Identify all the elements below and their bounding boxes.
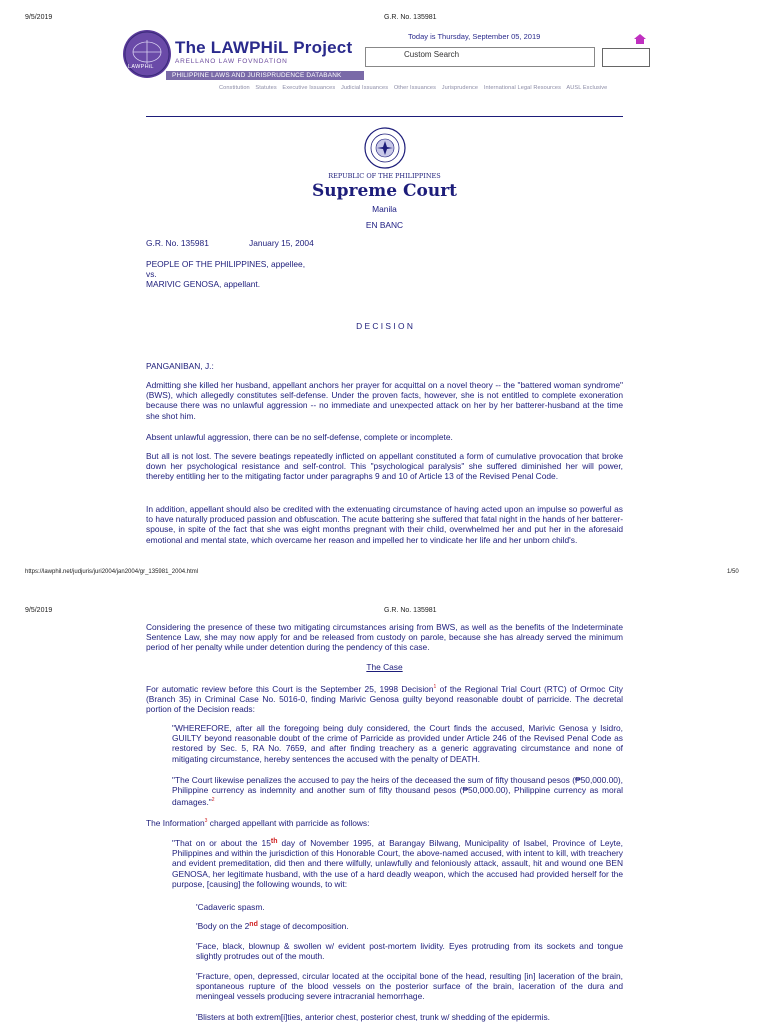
- information-text-b: charged appellant with parricide as follows:: [207, 817, 370, 828]
- paragraph-review: [146, 682, 623, 714]
- site-subtitle: ARELLANO LAW FOVNDATION: [175, 58, 288, 65]
- wound-5: 'Blisters at both extrem[i]ties, anterior chest, posterior chest, trunk w/ shedding of the epidermis.: [196, 1012, 550, 1022]
- nav-international-legal-resources[interactable]: International Legal Resources: [483, 85, 562, 91]
- nav-statutes[interactable]: Statutes: [255, 85, 277, 91]
- case-gr-number: G.R. No. 135981: [146, 238, 209, 248]
- databank-banner: PHILIPPINE LAWS AND JURISPRUDENCE DATABANK: [166, 71, 364, 80]
- wound-1: 'Cadaveric spasm.: [196, 902, 265, 912]
- print-date-p2: 9/5/2019: [25, 607, 53, 614]
- court-city: Manila: [372, 204, 397, 214]
- site-title-brand: LAWPHiL: [210, 38, 289, 57]
- paragraph-3: But all is not lost. The severe beatings repeatedly inflicted on appellant constituted a form of cumulative provocation that broke down her psychological resistance and self-control. This "psychological paralysis" she suffered diminished her will power, thereby entitling her to the mitigating factor under paragraphs 9 and 10 of Article 13 of the Revised Penal Code.: [146, 451, 623, 482]
- supreme-court-seal-icon: [364, 127, 406, 169]
- print-doc-title: G.R. No. 135981: [384, 14, 437, 21]
- paragraph-4: In addition, appellant should also be credited with the extenuating circumstance of having acted upon an impulse so powerful as to have naturally produced passion and obfuscation. The acute battering she suffered that fatal night in the hands of her batterer-spouse, in spite of the fact that she was eight months pregnant with their child, overwhelmed her and put her in the aforesaid emotional and mental state, which overcame her reason and impelled her to vindicate her life and her unborn child's.: [146, 504, 623, 545]
- footnote-3-link[interactable]: 3: [204, 818, 208, 824]
- page-url: https://lawphil.net/judjuris/juri2004/jan2004/gr_135981_2004.html: [25, 569, 199, 575]
- logo-badge: LAWPHiL: [128, 64, 154, 70]
- charge-text-b: day of November 1995, at Barangay Bilwang, Municipality of Isabel, Province of Leyte, Philippines and within the jurisdiction of this Honorable Court, the above-named accused, with intent to kill, with treachery and evident premeditation, did then and there wilfully, unlawfully and feloniously attack, assault, hit and wound one BEN GENOSA, her legitimate husband, with the use of a hard deadly weapon, which the accused had provided herself for the purpose, [causing] the following wounds, to wit:: [172, 838, 623, 889]
- nav-executive-issuances[interactable]: Executive Issuances: [282, 85, 336, 91]
- site-title[interactable]: [175, 38, 352, 58]
- ponente: PANGANIBAN, J.:: [146, 361, 214, 371]
- wound-4: 'Fracture, open, depressed, circular located at the occipital bone of the head, resulting [in] laceration of the brain, spontaneous rupture of the blood vessels on the posterior surface of the brain, laceration of the dura and meningeal vessels producing severe intracranial hemorrhage.: [196, 971, 623, 1002]
- wound-2: [196, 920, 623, 931]
- case-vs: vs.: [146, 269, 157, 279]
- header-divider: [146, 116, 623, 117]
- lawphil-logo-icon[interactable]: [123, 30, 171, 78]
- charge-sup: th: [270, 838, 278, 845]
- search-input[interactable]: Custom Search: [365, 47, 595, 67]
- search-button[interactable]: [602, 48, 650, 67]
- quote-wherefore: "WHEREFORE, after all the foregoing being duly considered, the Court finds the accused, Marivic Genosa y Isidro, GUILTY beyond reasonable doubt of the crime of Parricide as provided under Article 246 of the Revised Penal Code as restored by Sec. 5, RA No. 7659, and after finding treachery as a generic aggravating circumstance and none of mitigating circumstance, hereby sentences the accused with the penalty of DEATH.: [172, 723, 623, 764]
- wound-3: 'Face, black, blownup & swollen w/ evident post-mortem lividity. Eyes protruding from its sockets and tongue slightly protrudes out of the mouth.: [196, 941, 623, 962]
- wound-2-text-a: 'Body on the 2: [196, 921, 250, 931]
- paragraph-5: Considering the presence of these two mitigating circumstances arising from BWS, as well as the benefits of the Indeterminate Sentence Law, she may now apply for and be released from custody on parole, because she has already served the minimum period of her penalty while under detention during the pendency of this case.: [146, 622, 623, 653]
- print-doc-title-p2: G.R. No. 135981: [384, 607, 437, 614]
- footnote-1-link[interactable]: 1: [433, 684, 437, 690]
- case-date: January 15, 2004: [249, 238, 314, 248]
- site-title-suffix: Project: [288, 38, 353, 57]
- quote-indemnity: [172, 775, 623, 807]
- today-date: Today is Thursday, September 05, 2019: [408, 32, 541, 41]
- review-text-a: For automatic review before this Court is the September 25, 1998 Decision: [146, 683, 434, 694]
- wound-2-sup: nd: [249, 921, 258, 928]
- case-appellee: PEOPLE OF THE PHILIPPINES, appellee,: [146, 259, 306, 269]
- paragraph-2: Absent unlawful aggression, there can be no self-defense, complete or incomplete.: [146, 432, 453, 442]
- paragraph-information: [146, 816, 623, 828]
- quote-charge: [172, 837, 623, 889]
- nav-judicial-issuances[interactable]: Judicial Issuances: [340, 85, 389, 91]
- main-nav: [219, 85, 759, 91]
- information-text-a: The Information: [146, 817, 205, 828]
- paragraph-1: Admitting she killed her husband, appellant anchors her prayer for acquittal on a novel theory -- the "battered woman syndrome" (BWS), which allegedly constitutes self-defense. Under the proven facts, however, she is not entitled to complete exoneration because there was no unlawful aggression -- no immediate and unexpected attack on her by her batterer-husband at the time she shot him.: [146, 380, 623, 421]
- site-title-prefix: The: [175, 38, 211, 57]
- home-icon[interactable]: [634, 31, 646, 41]
- court-division: EN BANC: [365, 220, 404, 230]
- quote-indemnity-text: "The Court likewise penalizes the accused to pay the heirs of the deceased the sum of fifty thousand pesos (₱50,000.00), Philippine currency as indemnity and another sum of fifty thousand pesos (₱50,000.00), Philippine currency as moral damages.": [172, 775, 623, 808]
- nav-other-issuances[interactable]: Other Issuances: [393, 85, 437, 91]
- decision-heading: D E C I S I O N: [356, 321, 413, 331]
- wound-2-text-b: stage of decomposition.: [257, 921, 349, 931]
- court-name: Supreme Court: [311, 181, 458, 201]
- charge-text-a: "That on or about the 15: [172, 838, 271, 848]
- nav-constitution[interactable]: Constitution: [219, 85, 250, 91]
- page-number: 1/50: [727, 569, 739, 575]
- footnote-2-link[interactable]: 2: [211, 797, 215, 804]
- nav-jurisprudence[interactable]: Jurisprudence: [441, 85, 479, 91]
- section-heading-the-case: The Case: [366, 662, 403, 672]
- republic-label: REPUBLIC OF THE PHILIPPINES: [328, 172, 441, 180]
- review-text-b: of the Regional Trial Court (RTC) of Ormoc City (Branch 35) in Criminal Case No. 5016-0, finding Marivic Genosa guilty beyond reasonable doubt of parricide. The decretal portion of the Decision reads:: [146, 683, 623, 715]
- nav-ausl-exclusive[interactable]: AUSL Exclusive: [566, 85, 608, 91]
- print-date: 9/5/2019: [25, 14, 53, 21]
- case-appellant: MARIVIC GENOSA, appellant.: [146, 279, 261, 289]
